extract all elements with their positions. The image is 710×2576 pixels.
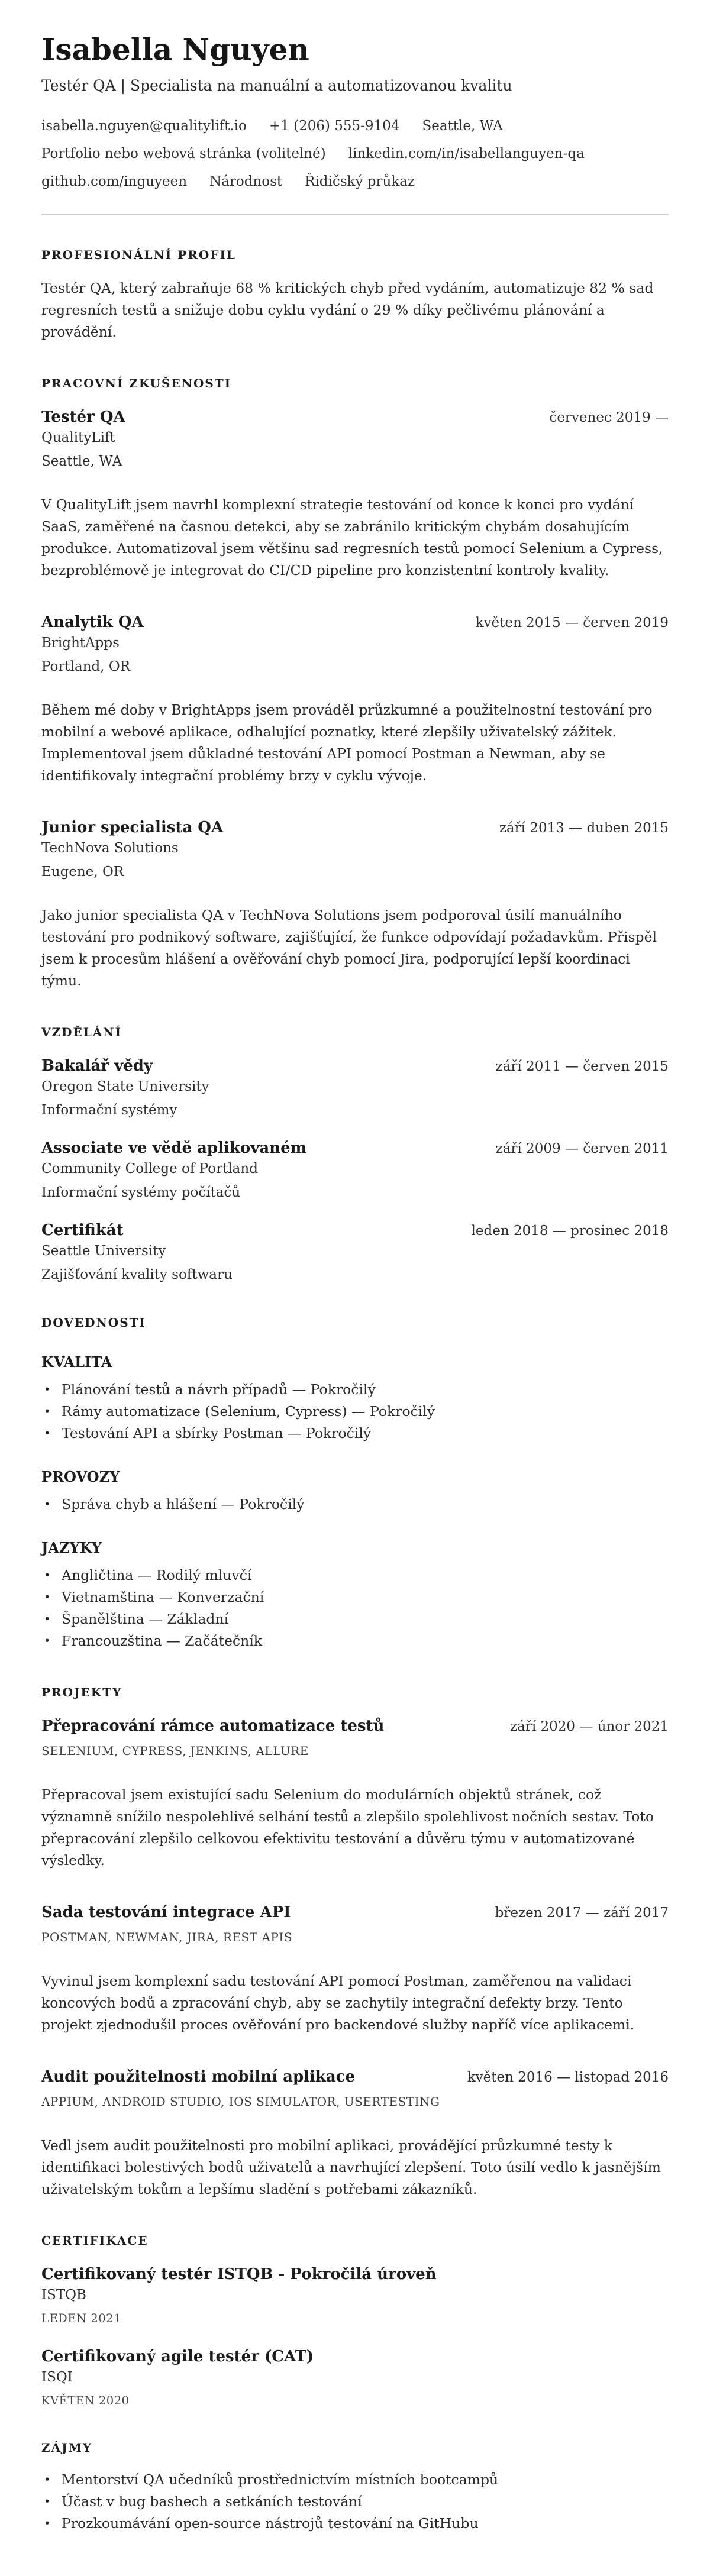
linkedin-text: linkedin.com/in/isabellanguyen-qa	[348, 146, 585, 161]
bullet-icon: •	[44, 1590, 51, 1604]
project-tags: POSTMAN, NEWMAN, JIRA, REST APIS	[41, 1929, 292, 1944]
job-dates: květen 2015 — červen 2019	[475, 615, 669, 631]
skill-item	[41, 1379, 669, 1401]
education-school: Oregon State University	[41, 1078, 209, 1094]
job-location: Portland, OR	[41, 658, 131, 674]
project-title-row	[41, 2068, 669, 2086]
education-dates: leden 2018 — prosinec 2018	[471, 1223, 669, 1239]
interest-item-text: Účast v bug bashech a setkáních testování	[62, 2493, 362, 2510]
job-title-row	[41, 408, 669, 426]
skill-item-text: Rámy automatizace (Selenium, Cypress) — Pokročilý	[62, 1402, 435, 1420]
header-divider	[41, 214, 669, 215]
job-dates: září 2013 — duben 2015	[499, 820, 669, 836]
project-title-row	[41, 1717, 669, 1735]
education-field: Informační systémy	[41, 1102, 178, 1118]
job-location: Eugene, OR	[41, 864, 124, 880]
section-certifications	[41, 2234, 669, 2407]
education-degree: Bakalář vědy	[41, 1056, 153, 1075]
section-interests	[41, 2441, 669, 2535]
education-dates: září 2009 — červen 2011	[495, 1140, 669, 1156]
interest-item	[41, 2469, 669, 2491]
bullet-icon: •	[44, 1634, 51, 1647]
certification-issuer: ISQI	[41, 2369, 73, 2385]
bullet-icon: •	[44, 2494, 51, 2508]
bullet-icon: •	[44, 1426, 51, 1440]
project-description: Vyvinul jsem komplexní sadu testování API pomocí Postman, zaměřenou na validaci koncových bodů a zpracování chyb, aby se zachytily integrační defekty brzy. Tento projekt zjednodušil proces ověřování pro backendové služby napříč více aplikacemi.	[41, 1972, 635, 2033]
language-item	[41, 1608, 669, 1630]
project-dates: září 2020 — únor 2021	[510, 1718, 669, 1734]
job-headline: Testér QA | Specialista na manuální a automatizovanou kvalitu	[41, 77, 512, 94]
education-entry	[41, 1221, 669, 1282]
project-title: Přepracování rámce automatizace testů	[41, 1717, 385, 1735]
resume-header	[41, 32, 669, 215]
interest-item	[41, 2513, 669, 2535]
skill-item	[41, 1423, 669, 1444]
education-entry	[41, 1139, 669, 1200]
job-title: Testér QA	[41, 408, 125, 426]
certification-date: KVĚTEN 2020	[41, 2393, 130, 2407]
skill-group-name: JAZYKY	[41, 1539, 102, 1556]
project-dates: květen 2016 — listopad 2016	[467, 2069, 669, 2085]
certification-entry	[41, 2348, 669, 2407]
bullet-icon: •	[44, 1568, 51, 1582]
section-education	[41, 1025, 669, 1282]
job-title: Analytik QA	[41, 613, 144, 631]
language-item-text: Španělština — Základní	[62, 1610, 229, 1627]
job-dates: červenec 2019 —	[549, 409, 669, 425]
person-name: Isabella Nguyen	[41, 32, 309, 67]
location-text: Seattle, WA	[422, 118, 503, 134]
education-field: Zajišťování kvality softwaru	[41, 1266, 233, 1282]
education-school: Seattle University	[41, 1243, 166, 1259]
job-title: Junior specialista QA	[41, 818, 224, 836]
profile-summary: Testér QA, který zabraňuje 68 % kritických chyb před vydáním, automatizuje 82 % sad regresních testů a snižuje dobu cyklu vydání o 29 % díky pečlivému plánování a provádění.	[41, 279, 654, 340]
certification-date: LEDEN 2021	[41, 2311, 121, 2325]
language-item	[41, 1565, 669, 1586]
project-title: Audit použitelnosti mobilní aplikace	[41, 2067, 356, 2086]
project-title-row	[41, 1903, 669, 1921]
language-item-text: Francouzština — Začátečník	[62, 1632, 263, 1649]
education-field: Informační systémy počítačů	[41, 1184, 241, 1200]
job-description: Jako junior specialista QA v TechNova Solutions jsem podporoval úsilí manuálního testování pro podnikový software, zajišťující, že funkce odpovídají požadavkům. Přispěl jsem k procesům hlášení a ověřování chyb pomocí Jira, podporující lepší koordinaci týmu.	[41, 906, 657, 989]
education-title-row	[41, 1057, 669, 1075]
email-text: isabella.nguyen@qualitylift.io	[41, 118, 247, 134]
skill-group-name: PROVOZY	[41, 1468, 120, 1485]
section-experience	[41, 376, 669, 992]
skill-group-name: KVALITA	[41, 1353, 112, 1371]
section-profile	[41, 248, 669, 343]
job-company: TechNova Solutions	[41, 840, 179, 856]
job-description: Během mé doby v BrightApps jsem prováděl průzkumné a použitelnostní testování pro mobilní a webové aplikace, odhalující poznatky, které zlepšily uživatelský zážitek. Implementoval jsem důkladné testování API pomocí Postman a Newman, aby se identifikovaly integrační problémy brzy v cyklu vývoje.	[41, 701, 653, 784]
education-title-row	[41, 1139, 669, 1157]
bullet-icon: •	[44, 1382, 51, 1396]
section-heading-certifications: CERTIFIKACE	[41, 2233, 149, 2248]
interest-list	[41, 2469, 669, 2535]
job-entry	[41, 819, 669, 992]
skill-item-text: Testování API a sbírky Postman — Pokročilý	[62, 1424, 372, 1441]
bullet-icon: •	[44, 1497, 51, 1511]
project-dates: březen 2017 — září 2017	[495, 1905, 669, 1921]
job-company: BrightApps	[41, 635, 120, 651]
section-heading-projects: PROJEKTY	[41, 1685, 122, 1699]
phone-text: +1 (206) 555-9104	[269, 118, 400, 134]
interest-item-text: Mentorství QA učedníků prostřednictvím místních bootcampů	[62, 2471, 499, 2488]
job-location: Seattle, WA	[41, 453, 122, 469]
section-heading-profile: PROFESIONÁLNÍ PROFIL	[41, 247, 236, 262]
section-heading-experience: PRACOVNÍ ZKUŠENOSTI	[41, 376, 232, 390]
section-heading-education: VZDĚLÁNÍ	[41, 1024, 122, 1039]
contact-row-2	[41, 145, 669, 163]
language-item	[41, 1586, 669, 1608]
certification-title: Certifikovaný agile testér (CAT)	[41, 2347, 314, 2365]
skill-item	[41, 1401, 669, 1423]
language-list	[41, 1565, 669, 1652]
project-tags: SELENIUM, CYPRESS, JENKINS, ALLURE	[41, 1743, 309, 1758]
interest-item	[41, 2491, 669, 2513]
contact-row-1	[41, 117, 669, 135]
education-degree: Certifikát	[41, 1221, 124, 1239]
contact-row-3	[41, 173, 669, 190]
interest-item-text: Prozkoumávání open-source nástrojů testování na GitHubu	[62, 2514, 479, 2532]
job-company: QualityLift	[41, 429, 115, 445]
section-heading-interests: ZÁJMY	[41, 2440, 92, 2455]
education-title-row	[41, 1221, 669, 1239]
job-entry	[41, 408, 669, 581]
section-projects	[41, 1685, 669, 2200]
bullet-icon: •	[44, 2472, 51, 2486]
skill-item-text: Plánování testů a návrh případů — Pokročilý	[62, 1381, 376, 1398]
project-entry	[41, 1903, 669, 2036]
project-description: Vedl jsem audit použitelnosti pro mobilní aplikaci, provádějící průzkumné testy k identifikaci bolestivých bodů uživatelů a navrhující zlepšení. Toto úsilí vedlo k jasnějším uživatelským tokům a lepšímu sladění s potřebami zákazníků.	[41, 2137, 661, 2197]
skill-item	[41, 1494, 669, 1515]
bullet-icon: •	[44, 1404, 51, 1418]
language-item-text: Vietnamština — Konverzační	[62, 1588, 264, 1605]
project-entry	[41, 2068, 669, 2200]
skill-list	[41, 1379, 669, 1444]
bullet-icon: •	[44, 2516, 51, 2530]
project-entry	[41, 1717, 669, 1872]
project-tags: APPIUM, ANDROID STUDIO, IOS SIMULATOR, USERTESTING	[41, 2094, 440, 2109]
project-description: Přepracoval jsem existující sadu Selenium do modulárních objektů stránek, což významně snížilo nespolehlivé selhání testů a zlepšilo spolehlivost nočních sestav. Toto přepracování zlepšilo celkovou efektivitu testování a důvěru týmu v automatizované výsledky.	[41, 1786, 654, 1869]
section-skills	[41, 1316, 669, 1652]
language-item-text: Angličtina — Rodilý mluvčí	[62, 1566, 252, 1583]
language-item	[41, 1630, 669, 1652]
portfolio-text: Portfolio nebo webová stránka (volitelné)	[41, 146, 326, 161]
education-entry	[41, 1057, 669, 1118]
job-entry	[41, 613, 669, 787]
nationality-text: Národnost	[209, 174, 283, 190]
section-heading-skills: DOVEDNOSTI	[41, 1315, 146, 1330]
certification-entry	[41, 2265, 669, 2325]
education-degree: Associate ve vědě aplikovaném	[41, 1139, 307, 1157]
job-title-row	[41, 613, 669, 631]
education-dates: září 2011 — červen 2015	[495, 1058, 669, 1074]
skill-item-text: Správa chyb a hlášení — Pokročilý	[62, 1495, 305, 1512]
driving-license-text: Řidičský průkaz	[305, 174, 415, 190]
github-text: github.com/inguyeen	[41, 174, 188, 190]
job-title-row	[41, 819, 669, 836]
skill-list	[41, 1494, 669, 1515]
education-school: Community College of Portland	[41, 1161, 258, 1177]
certification-title: Certifikovaný testér ISTQB - Pokročilá úroveň	[41, 2265, 437, 2283]
project-title: Sada testování integrace API	[41, 1903, 291, 1921]
job-description: V QualityLift jsem navrhl komplexní strategie testování od konce k konci pro vydání SaaS, zaměřené na časnou detekci, aby se zabránilo kritickým chybám dosahujícím produkce. Automatizoval jsem většinu sad regresních testů pomocí Selenium a Cypress, bezproblémově je integrovat do CI/CD pipeline pro konzistentní kontroly kvality.	[41, 496, 663, 578]
certification-issuer: ISTQB	[41, 2287, 86, 2303]
bullet-icon: •	[44, 1612, 51, 1625]
